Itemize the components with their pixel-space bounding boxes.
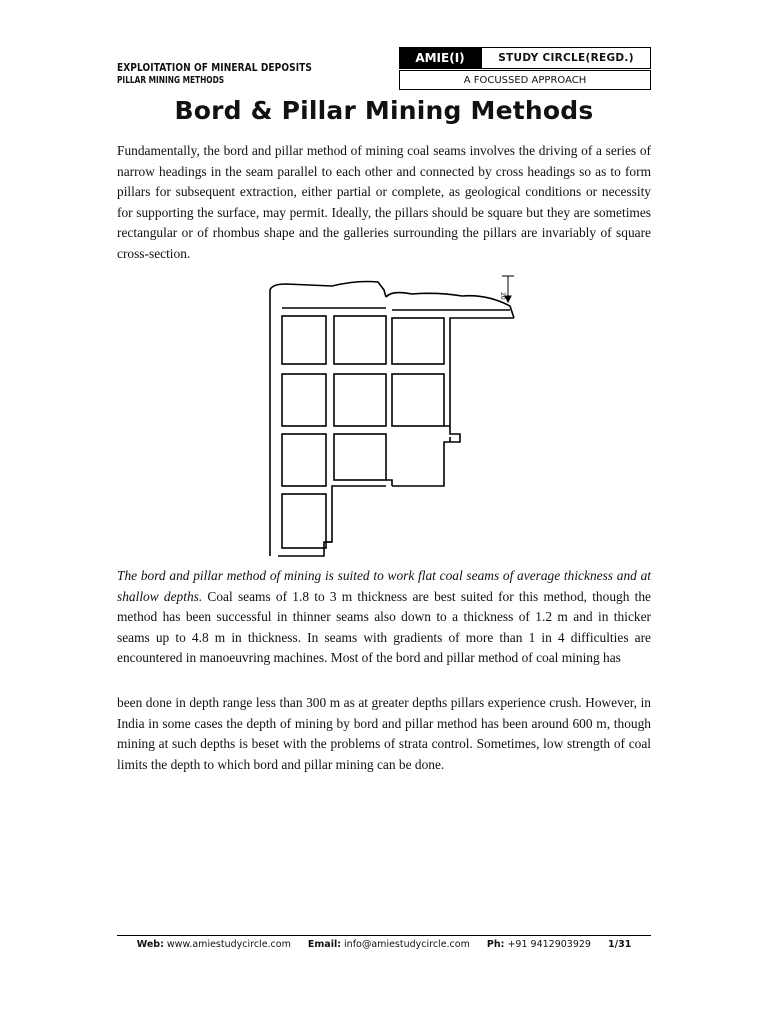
study-circle-badge: STUDY CIRCLE(REGD.) — [481, 47, 651, 69]
footer-web-label: Web: — [136, 939, 164, 950]
intro-paragraph: Fundamentally, the bord and pillar method of mining coal seams involves the driving of a series of narrow headings in the seam parallel to each other and connected by cross headings so as to form pillars for subsequent extraction, either partial or complete, as geological conditions or necessity for supporting the surface, may permit. Ideally, the pillars should be square but they are sometimes rectangular or of rhombus shape and the galleries surrounding the pillars are invariably of square cross-section. — [117, 143, 651, 261]
footer-email-label: Email: — [307, 939, 342, 950]
header-subject: EXPLOITATION OF MINERAL DEPOSITS — [117, 62, 313, 74]
suitability-rest: Coal seams of 1.8 to 3 m thickness are best suited for this method, though the method has been successful in thinner seams also down to a thickness of 1.2 m and in thicker seams up to 4.8 m in thickness. In seams with gradients of more than 1 in 4 difficulties are encountered in manoeuvring machines. Most of the bord and pillar method of coal mining has — [117, 588, 651, 665]
top-roadway-line — [282, 308, 510, 310]
running-header — [117, 62, 344, 87]
pillar-r3c1 — [282, 434, 326, 486]
left-boundary-line — [270, 282, 386, 557]
header-chapter: PILLAR MINING METHODS — [117, 75, 225, 86]
depth-paragraph: been done in depth range less than 300 m as at greater depths pillars experience crush. However, in India in some cases the depth of mining by bord and pillar method has been around 600 m, though mining at such depths is beset with the problems of strata control. Sometimes, low strength of coal limits the depth to which bord and pillar mining can be done. — [117, 695, 651, 772]
pillar-r2c1 — [282, 374, 326, 426]
suitability-italic-sentence: The bord and pillar method of mining is suited to work flat coal seams of average thickness and at shallow depths. — [117, 568, 651, 604]
cross-heading-stubs — [326, 426, 450, 542]
pillar-r3c2 — [334, 434, 386, 480]
bord-pillar-layout-diagram — [262, 272, 524, 562]
pillar-r2c2 — [334, 374, 386, 426]
working-face-line — [386, 293, 514, 318]
stepped-right-boundary — [278, 318, 514, 556]
pillar-r1c3 — [392, 318, 444, 364]
footer-email-link[interactable]: info@amiestudycircle.com — [344, 939, 470, 950]
pillar-r2c3 — [392, 374, 444, 426]
marker-label: 20 — [499, 292, 506, 300]
suitability-paragraph — [117, 566, 651, 669]
footer-page-number: 1/31 — [608, 939, 632, 950]
tagline-badge: A FOCUSSED APPROACH — [399, 70, 651, 90]
footer-web-link[interactable]: www.amiestudycircle.com — [166, 939, 291, 950]
pillar-r4c1 — [282, 494, 326, 548]
footer-divider — [117, 935, 651, 936]
page-footer — [117, 939, 651, 950]
amie-badge: AMIE(I) — [399, 47, 481, 69]
pillar-r1c1 — [282, 316, 326, 364]
footer-phone-label: Ph: — [486, 939, 505, 950]
footer-phone-value: +91 9412903929 — [507, 939, 591, 950]
page-title: Bord & Pillar Mining Methods — [174, 96, 594, 125]
pillar-r1c2 — [334, 316, 386, 364]
